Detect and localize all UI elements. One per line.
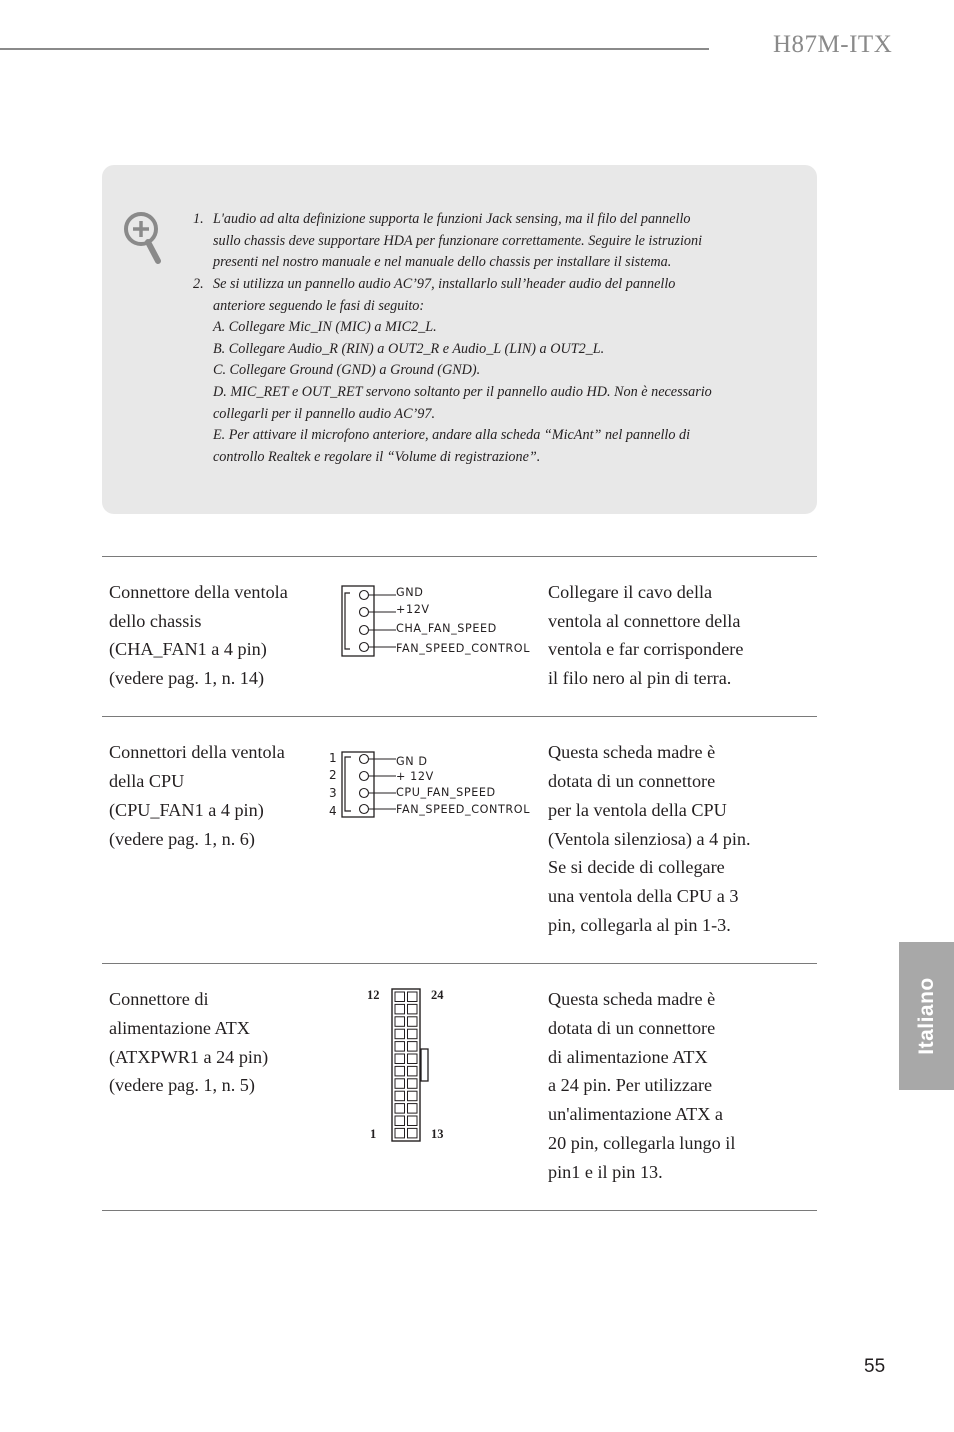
atx-pin (408, 1104, 418, 1114)
note-item-1-line: sullo chassis deve supportare HDA per funzionare correttamente. Seguire le istruzioni (213, 233, 703, 249)
pin-number: 2 (329, 768, 337, 782)
atx-pin (395, 1079, 405, 1089)
note-item-1-line: presenti nel nostro manuale e nel manuale dello chassis per installare il sistema. (213, 254, 672, 270)
connector-name-line: alimentazione ATX (109, 1018, 250, 1038)
pin-number: 1 (329, 751, 337, 765)
connector-text-line: Questa scheda madre è (548, 989, 716, 1009)
atx-corner-label: 12 (367, 988, 380, 1002)
atx-pin (408, 1004, 418, 1014)
note-item-2-line: anteriore seguendo le fasi di seguito: (213, 298, 425, 314)
note-item-2-line: controllo Realtek e regolare il “Volume di registrazione”. (213, 449, 541, 465)
connector-text-line: Collegare il cavo della (548, 582, 713, 602)
connector-name-line: dello chassis (109, 611, 202, 631)
atx-pin (408, 1054, 418, 1064)
connector-text-line: (Ventola silenziosa) a 4 pin. (548, 829, 751, 849)
atx-pin (395, 1104, 405, 1114)
note-item-2-line: C. Collegare Ground (GND) a Ground (GND). (213, 362, 481, 378)
table-rule (102, 1210, 817, 1211)
atx-pin (408, 1116, 418, 1126)
connector-text-line: ventola al connettore della (548, 611, 741, 631)
pin-label: CHA_FAN_SPEED (396, 622, 497, 635)
connector-name-line: (vedere pag. 1, n. 14) (109, 668, 265, 688)
note-item-1-number: 1. (193, 211, 204, 227)
magnifier-plus-icon (122, 210, 164, 266)
page-number: 55 (864, 1356, 886, 1377)
connector-text-line: Se si decide di collegare (548, 857, 725, 877)
atx-pin (408, 1029, 418, 1039)
connector-name-line: (CHA_FAN1 a 4 pin) (109, 639, 267, 659)
note-item-2-line: E. Per attivare il microfono anteriore, andare alla scheda “MicAnt” nel pannello di (213, 427, 691, 443)
pin-label: GN D (396, 755, 428, 768)
pin-label: + 12V (396, 770, 434, 783)
connector-name-line: (vedere pag. 1, n. 6) (109, 829, 255, 849)
atx-pin (408, 1066, 418, 1076)
connector-name-line: Connettori della ventola (109, 742, 285, 762)
connector-text-line: di alimentazione ATX (548, 1047, 708, 1067)
atx-pin (408, 1091, 418, 1101)
atx-pin (408, 1128, 418, 1138)
atx-pin (408, 1042, 418, 1052)
atx-corner-label: 24 (431, 988, 444, 1002)
atx-24pin-connector-diagram (390, 987, 432, 1143)
connector-text-line: dotata di un connettore (548, 1018, 716, 1038)
atx-pin (395, 1128, 405, 1138)
model-title: H87M-ITX (773, 31, 893, 58)
connector-text-line: a 24 pin. Per utilizzare (548, 1075, 713, 1095)
note-item-2-line: D. MIC_RET e OUT_RET servono soltanto per il pannello audio HD. Non è necessario (213, 384, 712, 400)
atx-pin (408, 1017, 418, 1027)
note-item-2-line: A. Collegare Mic_IN (MIC) a MIC2_L. (213, 319, 437, 335)
cha-fan-connector-diagram (340, 585, 396, 659)
atx-pin (395, 1017, 405, 1027)
atx-pin (395, 1066, 405, 1076)
connector-text-line: Questa scheda madre è (548, 742, 716, 762)
pin-label: CPU_FAN_SPEED (396, 786, 496, 799)
connector-text-line: pin, collegarla al pin 1-3. (548, 915, 731, 935)
connector-text-line: il filo nero al pin di terra. (548, 668, 732, 688)
atx-pin (395, 1029, 405, 1039)
connector-name-line: (ATXPWR1 a 24 pin) (109, 1047, 269, 1067)
atx-pin (408, 992, 418, 1002)
cpu-fan-connector-diagram (341, 751, 396, 819)
connector-text-line: pin1 e il pin 13. (548, 1162, 663, 1182)
atx-pin (408, 1079, 418, 1089)
atx-pin (395, 1054, 405, 1064)
language-tab-label: Italiano (914, 977, 938, 1055)
table-rule (102, 716, 817, 717)
pin-number: 4 (329, 804, 337, 818)
connector-text-line: un'alimentazione ATX a (548, 1104, 723, 1124)
atx-pin (395, 1116, 405, 1126)
atx-corner-label: 1 (370, 1127, 377, 1141)
connector-text-line: dotata di un connettore (548, 771, 716, 791)
atx-pin (395, 1004, 405, 1014)
pin-label: FAN_SPEED_CONTROL (396, 803, 531, 816)
connector-text-line: per la ventola della CPU (548, 800, 727, 820)
table-rule (102, 556, 817, 557)
note-item-2-number: 2. (193, 276, 204, 292)
connector-name-line: (vedere pag. 1, n. 5) (109, 1075, 255, 1095)
pin-number: 3 (329, 786, 337, 800)
atx-pin (395, 1042, 405, 1052)
language-side-tab (899, 942, 954, 1090)
pin-label: +12V (396, 603, 430, 616)
connector-text-line: una ventola della CPU a 3 (548, 886, 739, 906)
note-item-1-line: L'audio ad alta definizione supporta le funzioni Jack sensing, ma il filo del pannello (213, 211, 691, 227)
note-item-2-line: collegarli per il pannello audio AC’97. (213, 406, 435, 422)
table-rule (102, 963, 817, 964)
atx-pin (395, 1091, 405, 1101)
atx-corner-label: 13 (431, 1127, 444, 1141)
connector-name-line: Connettore della ventola (109, 582, 288, 602)
note-item-2-line: B. Collegare Audio_R (RIN) a OUT2_R e Audio_L (LIN) a OUT2_L. (213, 341, 605, 357)
connector-name-line: (CPU_FAN1 a 4 pin) (109, 800, 264, 820)
connector-text-line: ventola e far corrispondere (548, 639, 744, 659)
pin-label: FAN_SPEED_CONTROL (396, 642, 531, 655)
connector-name-line: della CPU (109, 771, 185, 791)
header-rule (0, 48, 709, 50)
note-item-2-line: Se si utilizza un pannello audio AC’97, installarlo sull’header audio del pannello (213, 276, 676, 292)
connector-text-line: 20 pin, collegarla lungo il (548, 1133, 736, 1153)
connector-name-line: Connettore di (109, 989, 209, 1009)
pin-label: GND (396, 586, 424, 599)
atx-pin (395, 992, 405, 1002)
